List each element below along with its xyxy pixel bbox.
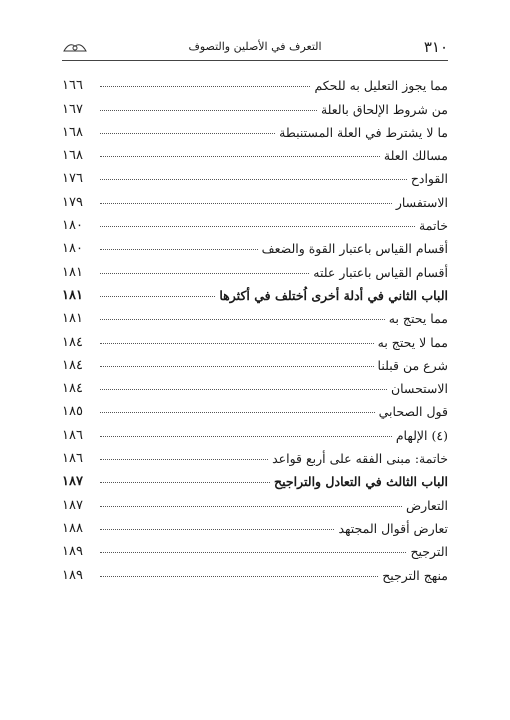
toc-entry-title: أقسام القياس باعتبار القوة والضعف [261,241,448,257]
dot-leader [100,296,215,297]
table-of-contents [62,70,448,583]
toc-entry-page: ١٨١ [62,264,83,280]
toc-entry-title: (٤) الإلهام [395,427,448,443]
toc-entry-page: ١٨٠ [62,218,83,234]
toc-entry-title: الباب الثالث في التعادل والتراجيح [274,474,448,490]
dot-leader [100,86,310,87]
dot-leader [100,552,406,553]
toc-entry-page: ١٨٤ [62,334,83,350]
ornament-icon [62,40,88,54]
toc-entry [62,70,448,93]
toc-entry [62,373,448,396]
toc-entry-page: ١٨٦ [62,451,83,467]
toc-entry-title: الاستحسان [390,381,448,397]
dot-leader [100,319,385,320]
toc-entry-title: الباب الثاني في أدلة أخرى اُختلف في أكثرها [219,287,448,303]
page-header [62,38,448,60]
dot-leader [100,576,378,577]
toc-entry [62,186,448,209]
toc-entry-page: ١٦٧ [62,101,83,117]
toc-entry-page: ١٧٦ [62,171,83,187]
toc-entry-title: ما لا يشترط في العلة المستنبطة [279,124,448,140]
toc-entry [62,163,448,186]
toc-entry-title: مما يحتج به [388,311,448,327]
toc-entry-title: أقسام القياس باعتبار علته [313,264,448,280]
toc-entry [62,303,448,326]
dot-leader [100,529,334,530]
toc-entry [62,419,448,442]
toc-entry-page: ١٨٤ [62,357,83,373]
toc-entry-title: الاستفسار [395,194,448,210]
toc-entry-page: ١٧٩ [62,194,83,210]
toc-entry-page: ١٨٩ [62,567,83,583]
toc-entry-page: ١٨٩ [62,544,83,560]
dot-leader [100,436,392,437]
toc-entry-title: من شروط الإلحاق بالعلة [320,101,448,117]
dot-leader [100,412,375,413]
toc-entry-page: ١٨٠ [62,241,83,257]
dot-leader [100,389,387,390]
toc-entry-page: ١٨٧ [62,474,83,490]
dot-leader [100,343,374,344]
toc-entry-page: ١٨١ [62,287,83,303]
toc-entry [62,140,448,163]
toc-entry-title: القوادح [410,171,448,187]
dot-leader [100,273,309,274]
toc-entry [62,210,448,233]
toc-entry [62,233,448,256]
toc-entry-title: شرع من قبلنا [377,357,448,373]
dot-leader [100,179,407,180]
toc-entry-page: ١٨١ [62,311,83,327]
toc-entry-title: خاتمة: مبنى الفقه على أربع قواعد [272,451,448,467]
toc-entry-page: ١٨٤ [62,381,83,397]
toc-entry-title: مما لا يحتج به [377,334,448,350]
toc-entry [62,396,448,419]
toc-entry [62,513,448,536]
toc-entry-title: مما يجوز التعليل به للحكم [314,78,448,94]
dot-leader [100,482,270,483]
toc-entry-page: ١٦٨ [62,124,83,140]
dot-leader [100,366,374,367]
page-number: ٣١٠ [423,38,448,56]
toc-entry [62,466,448,489]
toc-entry-page: ١٨٥ [62,404,83,420]
header-rule [62,60,448,61]
toc-entry-page: ١٨٦ [62,427,83,443]
toc-entry [62,326,448,349]
toc-entry-title: تعارض أقوال المجتهد [338,520,448,536]
toc-entry-title: مسالك العلة [383,148,448,164]
toc-entry [62,280,448,303]
toc-entry [62,117,448,140]
toc-entry-title: خاتمة [419,218,448,234]
toc-entry [62,350,448,373]
toc-entry-title: الترجيح [410,544,448,560]
toc-entry-page: ١٨٨ [62,520,83,536]
toc-entry [62,559,448,582]
toc-entry [62,536,448,559]
running-title: التعرف في الأصلين والتصوف [188,40,322,53]
dot-leader [100,506,402,507]
dot-leader [100,110,317,111]
dot-leader [100,156,380,157]
dot-leader [100,226,415,227]
toc-entry [62,256,448,279]
dot-leader [100,133,275,134]
toc-entry-page: ١٨٧ [62,497,83,513]
dot-leader [100,459,268,460]
toc-entry-title: قول الصحابي [378,404,448,420]
dot-leader [100,203,392,204]
toc-entry-page: ١٦٦ [62,78,83,94]
toc-entry-page: ١٦٨ [62,148,83,164]
toc-entry [62,93,448,116]
toc-entry-title: منهج الترجيح [382,567,448,583]
toc-entry [62,443,448,466]
toc-entry-title: التعارض [405,497,448,513]
toc-entry [62,489,448,512]
dot-leader [100,249,258,250]
